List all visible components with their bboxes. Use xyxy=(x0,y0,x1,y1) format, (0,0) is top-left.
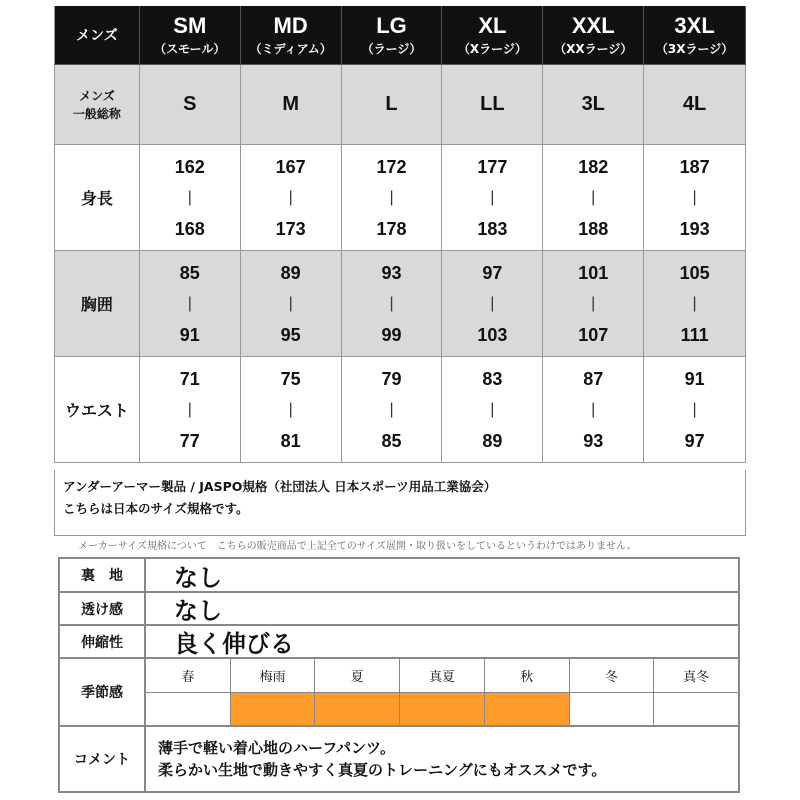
range-cell xyxy=(644,251,746,357)
range-max: 95 xyxy=(280,324,301,345)
range-separator: | xyxy=(288,400,293,418)
general-size-value: L xyxy=(342,65,443,145)
season-indicator xyxy=(485,693,570,726)
season-label: 季節感 xyxy=(60,659,146,725)
range-cell xyxy=(342,357,443,463)
size-col-md xyxy=(241,6,342,65)
comment-label: コメント xyxy=(60,727,146,791)
range-cell xyxy=(442,251,543,357)
season-indicator xyxy=(654,693,738,726)
season-grid xyxy=(146,659,738,725)
range-cell xyxy=(644,357,746,463)
size-code: SM xyxy=(173,13,207,38)
season-indicator xyxy=(570,693,655,726)
size-code: LG xyxy=(376,13,407,38)
season-name: 冬 xyxy=(570,659,655,692)
range-cell xyxy=(644,145,746,251)
range-min: 177 xyxy=(477,156,508,177)
maker-size-disclaimer: メーカーサイズ規格について こちらの販売商品で上記全てのサイズ展開・取り扱いをしているというわけではありません。 xyxy=(78,541,637,552)
range-max: 183 xyxy=(477,218,508,239)
note-standard: アンダーアーマー製品 / JASPO規格（社団法人 日本スポーツ用品工業協会） xyxy=(63,479,497,494)
comment-line-2: 柔らかい生地で動きやすく真夏のトレーニングにもオススメです。 xyxy=(158,761,607,779)
size-code: MD xyxy=(273,13,308,38)
range-separator: | xyxy=(591,294,596,312)
size-name: （ラージ） xyxy=(361,42,422,56)
sheerness-label: 透け感 xyxy=(60,593,146,624)
range-separator: | xyxy=(389,294,394,312)
range-min: 101 xyxy=(578,262,609,283)
general-size-value: LL xyxy=(442,65,543,145)
range-min: 105 xyxy=(679,262,710,283)
sheerness-value: なし xyxy=(174,597,222,625)
range-cell xyxy=(543,357,644,463)
general-label-line-1: メンズ xyxy=(79,88,115,103)
lining-value: なし xyxy=(174,563,222,592)
comment-row xyxy=(60,727,738,791)
season-name: 秋 xyxy=(485,659,570,692)
general-size-value: S xyxy=(140,65,241,145)
stretch-value: 良く伸びる xyxy=(174,630,294,658)
season-indicators xyxy=(146,693,738,726)
size-col-xl xyxy=(442,6,543,65)
general-size-value: 3L xyxy=(543,65,644,145)
range-max: 99 xyxy=(381,324,402,345)
size-code: XL xyxy=(478,13,507,38)
range-cell xyxy=(342,145,443,251)
range-min: 89 xyxy=(280,262,301,283)
range-separator: | xyxy=(490,294,495,312)
general-size-row xyxy=(54,65,746,145)
size-code: 3XL xyxy=(674,13,715,38)
range-max: 168 xyxy=(174,218,205,239)
range-separator: | xyxy=(389,400,394,418)
range-separator: | xyxy=(187,400,192,418)
season-name: 春 xyxy=(146,659,231,692)
range-min: 71 xyxy=(179,368,200,389)
season-indicator xyxy=(400,693,485,726)
range-max: 93 xyxy=(583,430,604,451)
range-max: 91 xyxy=(179,324,200,345)
range-min: 187 xyxy=(679,156,710,177)
range-min: 87 xyxy=(583,368,604,389)
range-separator: | xyxy=(288,294,293,312)
chest-row xyxy=(54,251,746,357)
sheerness-row xyxy=(60,593,738,626)
size-name: （ミディアム） xyxy=(249,42,332,56)
range-separator: | xyxy=(591,400,596,418)
range-cell xyxy=(140,145,241,251)
range-min: 167 xyxy=(275,156,306,177)
stretch-row xyxy=(60,626,738,659)
range-max: 111 xyxy=(680,324,709,345)
range-max: 173 xyxy=(275,218,306,239)
range-min: 182 xyxy=(578,156,609,177)
note-japan-standard: こちらは日本のサイズ規格です。 xyxy=(63,501,249,516)
header-label: メンズ xyxy=(54,6,140,65)
season-name: 夏 xyxy=(315,659,400,692)
season-indicator xyxy=(315,693,400,726)
range-separator: | xyxy=(692,400,697,418)
height-row xyxy=(54,145,746,251)
spec-table xyxy=(58,557,740,793)
comment-text xyxy=(146,727,738,791)
range-separator: | xyxy=(692,188,697,206)
range-cell xyxy=(241,357,342,463)
season-name: 真冬 xyxy=(683,669,710,685)
size-col-sm xyxy=(140,6,241,65)
season-indicator xyxy=(231,693,316,726)
range-max: 85 xyxy=(381,430,402,451)
row-label: 身長 xyxy=(54,145,140,251)
season-names xyxy=(146,659,738,693)
comment-line-1: 薄手で軽い着心地のハーフパンツ。 xyxy=(158,739,396,757)
waist-row xyxy=(54,357,746,463)
range-cell xyxy=(543,145,644,251)
range-min: 97 xyxy=(482,262,503,283)
range-min: 83 xyxy=(482,368,503,389)
season-name: 真夏 xyxy=(400,659,485,692)
range-max: 97 xyxy=(684,430,705,451)
range-cell xyxy=(241,251,342,357)
range-max: 107 xyxy=(578,324,609,345)
range-separator: | xyxy=(490,400,495,418)
range-separator: | xyxy=(692,294,697,312)
range-min: 172 xyxy=(376,156,407,177)
size-name: （スモール） xyxy=(154,42,226,56)
range-max: 193 xyxy=(679,218,710,239)
range-min: 85 xyxy=(179,262,200,283)
range-separator: | xyxy=(288,188,293,206)
range-min: 79 xyxy=(381,368,402,389)
range-cell xyxy=(342,251,443,357)
lining-row xyxy=(60,559,738,593)
size-name: （XXラージ） xyxy=(554,42,633,56)
range-max: 89 xyxy=(482,430,503,451)
row-label: 胸囲 xyxy=(54,251,140,357)
stretch-label: 伸縮性 xyxy=(60,626,146,657)
range-cell xyxy=(442,357,543,463)
range-max: 103 xyxy=(477,324,508,345)
size-table xyxy=(54,6,746,463)
range-cell xyxy=(140,251,241,357)
range-max: 178 xyxy=(376,218,407,239)
season-row xyxy=(60,659,738,727)
general-size-value: 4L xyxy=(644,65,746,145)
range-max: 81 xyxy=(280,430,301,451)
lining-label: 裏 地 xyxy=(60,559,146,591)
size-col-3xl xyxy=(644,6,746,65)
range-separator: | xyxy=(591,188,596,206)
range-separator: | xyxy=(490,188,495,206)
row-label: ウエスト xyxy=(54,357,140,463)
size-header-row xyxy=(54,6,746,65)
season-indicator xyxy=(146,693,231,726)
size-col-xxl xyxy=(543,6,644,65)
range-cell xyxy=(442,145,543,251)
size-notes xyxy=(54,470,746,536)
general-label-line-2: 一般総称 xyxy=(72,106,121,121)
season-name: 梅雨 xyxy=(231,659,316,692)
range-max: 77 xyxy=(179,430,200,451)
size-name: （Xラージ） xyxy=(457,42,527,56)
general-label xyxy=(54,65,140,145)
range-min: 91 xyxy=(684,368,705,389)
range-cell xyxy=(543,251,644,357)
range-min: 93 xyxy=(381,262,402,283)
range-min: 75 xyxy=(280,368,301,389)
range-separator: | xyxy=(389,188,394,206)
range-separator: | xyxy=(187,188,192,206)
size-name: （3Xラージ） xyxy=(655,42,734,56)
range-cell xyxy=(140,357,241,463)
range-min: 162 xyxy=(174,156,205,177)
range-cell xyxy=(241,145,342,251)
size-col-lg xyxy=(342,6,443,65)
range-separator: | xyxy=(187,294,192,312)
size-code: XXL xyxy=(571,13,615,38)
general-size-value: M xyxy=(241,65,342,145)
range-max: 188 xyxy=(578,218,609,239)
